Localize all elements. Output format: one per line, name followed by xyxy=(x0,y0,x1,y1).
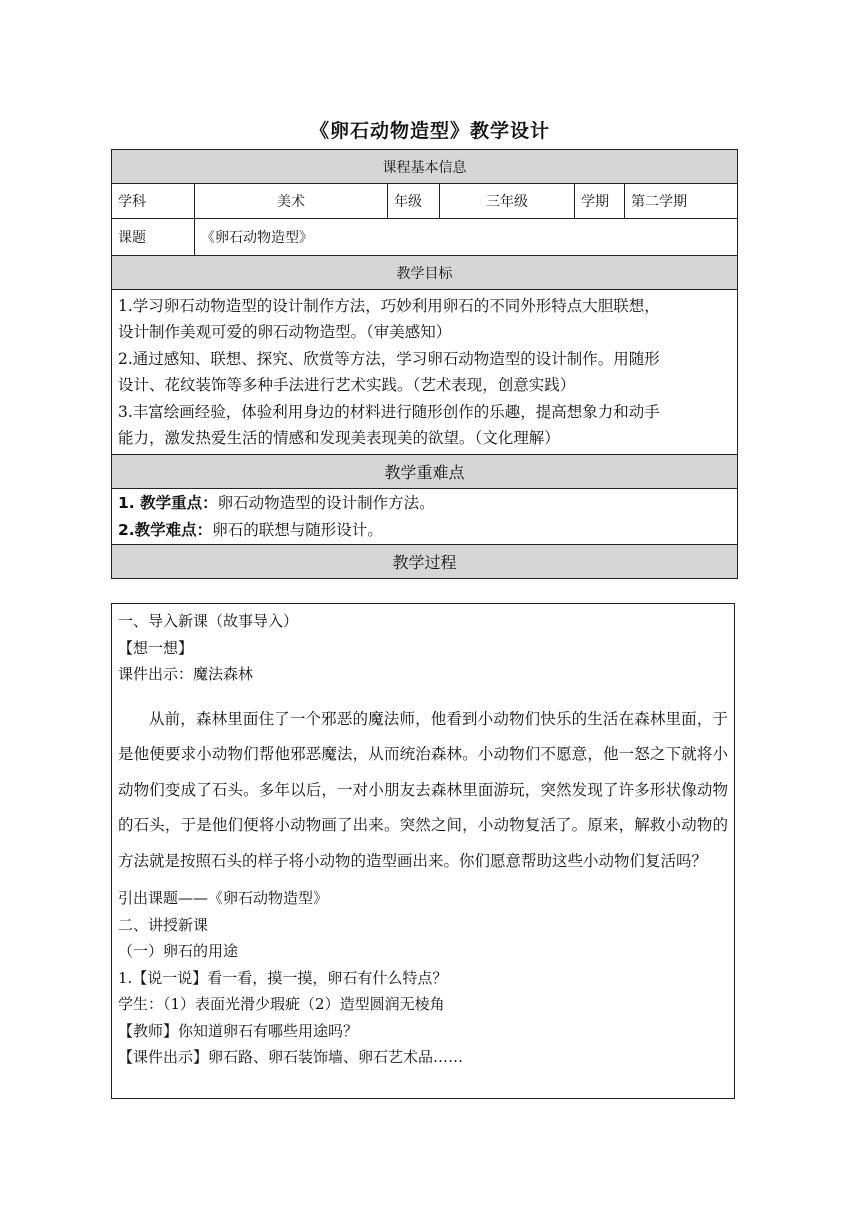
courseware-show-line: 【课件出示】卵石路、卵石装饰墙、卵石艺术品…… xyxy=(118,1048,464,1066)
grade-label: 年级 xyxy=(388,184,440,219)
term-label: 学期 xyxy=(575,184,625,219)
grade-value: 三年级 xyxy=(440,184,575,219)
course-info-table xyxy=(111,149,738,579)
key-point-line xyxy=(118,490,731,517)
topic-label: 课题 xyxy=(112,219,195,256)
courseware-line: 课件出示：魔法森林 xyxy=(118,665,254,683)
question-line: 1.【说一说】看一看，摸一摸，卵石有什么特点？ xyxy=(118,968,448,987)
teacher-line: 【教师】你知道卵石有哪些用途吗？ xyxy=(118,1021,359,1040)
section-heading: 一、导入新课（故事导入） xyxy=(118,612,299,630)
goal-line: 1.学习卵石动物造型的设计制作方法，巧妙利用卵石的不同外形特点大胆联想， xyxy=(118,296,660,315)
goal-line: 3.丰富绘画经验，体验利用身边的材料进行随形创作的乐趣，提高想象力和动手 xyxy=(118,402,660,421)
subject-label: 学科 xyxy=(112,184,195,219)
story-paragraph: 从前，森林里面住了一个邪恶的魔法师，他看到小动物们快乐的生活在森林里面，于是他便要求小动物们帮他邪恶魔法，从而统治森林。小动物们不愿意，他一怒之下就将小动物们变成了石头。多年以后，一对小朋友去森林里面游玩，突然发现了许多形状像动物的石头，于是他们便将小动物画了出来。突然之间，小动物复活了。原来，解救小动物的方法就是按照石头的样子将小动物的造型画出来。你们愿意帮助这些小动物们复活吗？ xyxy=(118,709,728,870)
process-header: 教学过程 xyxy=(112,545,738,579)
teaching-process-box xyxy=(111,603,735,1099)
difficulty-line xyxy=(118,517,731,544)
subject-value: 美术 xyxy=(195,184,388,219)
key-point-label: 1. 教学重点： xyxy=(118,493,218,512)
goal-line: 2.通过感知、联想、探究、欣赏等方法，学习卵石动物造型的设计制作。用随形 xyxy=(118,349,660,368)
term-value: 第二学期 xyxy=(625,184,738,219)
goal-line: 设计、花纹装饰等多种手法进行艺术实践。（艺术表现，创意实践） xyxy=(118,376,576,394)
key-point-text: 卵石动物造型的设计制作方法。 xyxy=(217,493,435,512)
goals-cell xyxy=(112,290,738,455)
difficulty-label: 2.教学难点： xyxy=(118,520,213,539)
difficulty-text: 卵石的联想与随形设计。 xyxy=(212,520,383,539)
lead-in-line: 引出课题——《卵石动物造型》 xyxy=(118,889,329,907)
topic-value: 《卵石动物造型》 xyxy=(195,219,738,256)
key-points-header: 教学重难点 xyxy=(112,455,738,489)
subsection-heading: （一）卵石的用途 xyxy=(118,942,239,960)
course-info-header: 课程基本信息 xyxy=(112,150,738,184)
think-label: 【想一想】 xyxy=(118,638,194,657)
key-points-cell xyxy=(112,489,738,545)
section-heading: 二、讲授新课 xyxy=(118,915,209,934)
student-answer-line: 学生：（1）表面光滑少瑕疵（2）造型圆润无棱角 xyxy=(118,995,445,1013)
goal-line: 能力，激发热爱生活的情感和发现美表现美的欲望。（文化理解） xyxy=(118,429,560,447)
goal-line: 设计制作美观可爱的卵石动物造型。（审美感知） xyxy=(118,323,452,341)
document-title: 《卵石动物造型》教学设计 xyxy=(309,120,550,142)
goals-header: 教学目标 xyxy=(112,256,738,290)
